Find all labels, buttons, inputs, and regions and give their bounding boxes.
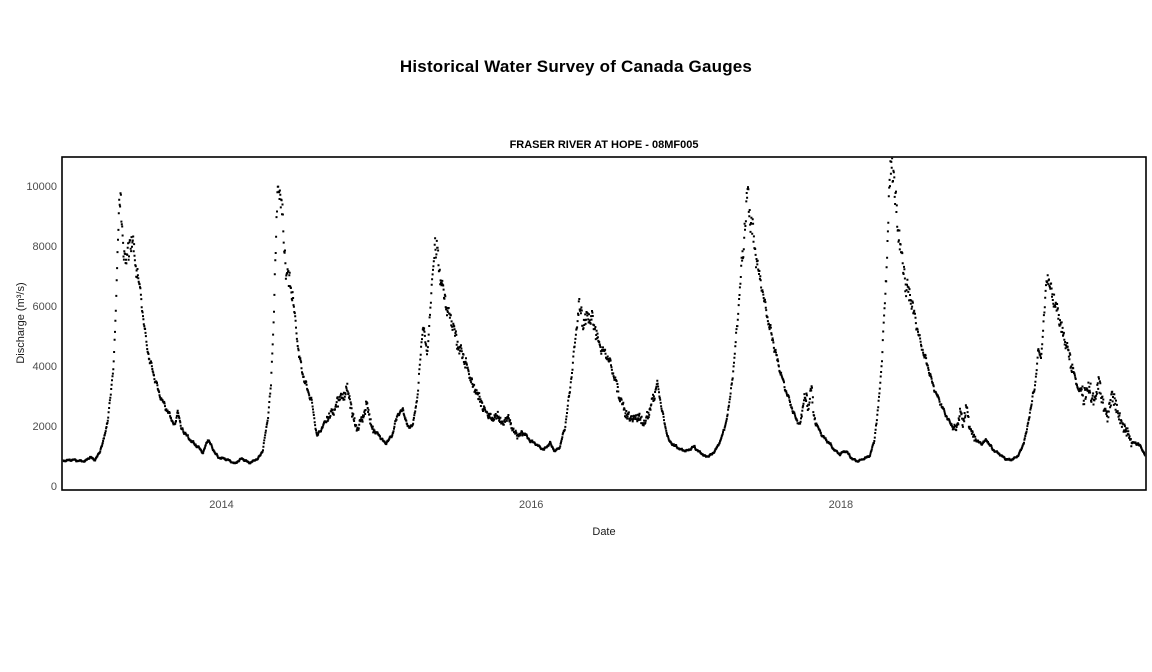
page-title: Historical Water Survey of Canada Gauges [399,57,753,76]
y-tick-label: 2000 [32,421,57,433]
x-tick-label: 2016 [518,499,544,511]
panel-title: FRASER RIVER AT HOPE - 08MF005 [509,139,699,151]
y-tick-label: 4000 [32,361,57,373]
y-tick-label: 8000 [32,241,57,253]
x-tick-label: 2014 [209,499,234,511]
x-axis-title: Date [592,526,616,538]
y-tick-label: 0 [50,481,57,493]
y-tick-label: 6000 [32,301,57,313]
plot-panel-border [62,157,1146,490]
discharge-data-points [61,157,1147,464]
x-tick-label: 2018 [828,499,854,511]
y-tick-label: 10000 [26,181,57,193]
y-axis-title: Discharge (m³/s) [15,282,27,364]
